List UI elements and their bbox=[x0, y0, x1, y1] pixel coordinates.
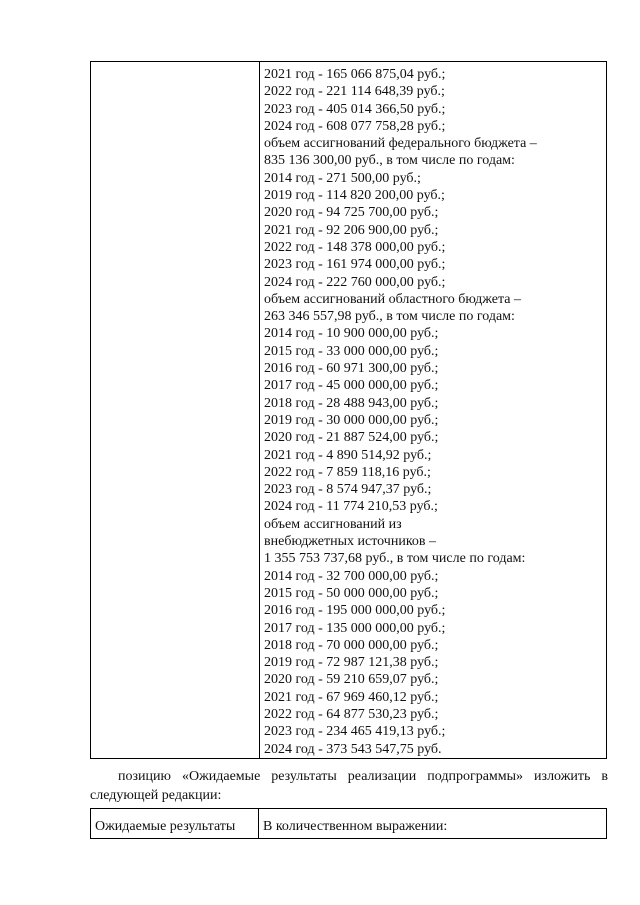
funding-table bbox=[90, 61, 607, 759]
funding-line: 2022 год - 64 877 530,23 руб.; bbox=[264, 706, 439, 722]
funding-values-cell bbox=[260, 62, 607, 759]
funding-line: 2023 год - 161 974 000,00 руб.; bbox=[264, 257, 446, 273]
funding-lines bbox=[264, 66, 606, 758]
table-row bbox=[91, 809, 607, 839]
funding-line: 2023 год - 234 465 419,13 руб.; bbox=[264, 724, 446, 740]
funding-line: 2020 год - 59 210 659,07 руб.; bbox=[264, 672, 439, 688]
funding-line: 2018 год - 28 488 943,00 руб.; bbox=[264, 395, 439, 411]
results-label-cell: Ожидаемые результаты bbox=[91, 809, 259, 839]
funding-line: внебюджетных источников – bbox=[264, 534, 437, 550]
funding-line: 2020 год - 21 887 524,00 руб.; bbox=[264, 430, 439, 446]
funding-line: 2024 год - 11 774 210,53 руб.; bbox=[264, 499, 438, 515]
funding-line: 2023 год - 8 574 947,37 руб.; bbox=[264, 482, 432, 498]
table-row bbox=[91, 62, 607, 759]
funding-line: 2019 год - 30 000 000,00 руб.; bbox=[264, 412, 439, 428]
funding-line: 2021 год - 92 206 900,00 руб.; bbox=[264, 222, 439, 238]
funding-label-cell bbox=[91, 62, 260, 759]
funding-line: 2014 год - 32 700 000,00 руб.; bbox=[264, 568, 439, 584]
funding-line: 2017 год - 135 000 000,00 руб.; bbox=[264, 620, 446, 636]
funding-line: 2016 год - 195 000 000,00 руб.; bbox=[264, 603, 446, 619]
funding-line: объем ассигнований федерального бюджета – bbox=[264, 136, 537, 152]
funding-line: 2022 год - 148 378 000,00 руб.; bbox=[264, 239, 446, 255]
funding-line: 2022 год - 7 859 118,16 руб.; bbox=[264, 464, 431, 480]
funding-line: 2022 год - 221 114 648,39 руб.; bbox=[264, 84, 445, 100]
funding-line: 2024 год - 608 077 758,28 руб.; bbox=[264, 118, 446, 134]
funding-line: 2018 год - 70 000 000,00 руб.; bbox=[264, 637, 439, 653]
funding-line: 2019 год - 114 820 200,00 руб.; bbox=[264, 188, 445, 204]
funding-line: 2016 год - 60 971 300,00 руб.; bbox=[264, 361, 439, 377]
paragraph-text: позицию «Ожидаемые результаты реализации подпрограммы» изложить в следующей редакции: bbox=[90, 769, 608, 803]
funding-line: 2024 год - 373 543 547,75 руб. bbox=[264, 741, 442, 757]
funding-line: 2024 год - 222 760 000,00 руб.; bbox=[264, 274, 446, 290]
funding-line: 263 346 557,98 руб., в том числе по годам: bbox=[264, 309, 515, 325]
results-table bbox=[90, 808, 607, 839]
funding-line: 835 136 300,00 руб., в том числе по годам: bbox=[264, 153, 515, 169]
funding-line: 1 355 753 737,68 руб., в том числе по годам: bbox=[264, 551, 526, 567]
funding-line: 2014 год - 271 500,00 руб.; bbox=[264, 170, 421, 186]
results-value-cell: В количественном выражении: bbox=[259, 809, 607, 839]
funding-line: 2017 год - 45 000 000,00 руб.; bbox=[264, 378, 439, 394]
funding-line: 2015 год - 50 000 000,00 руб.; bbox=[264, 585, 439, 601]
funding-line: 2021 год - 165 066 875,04 руб.; bbox=[264, 67, 446, 82]
funding-line: 2023 год - 405 014 366,50 руб.; bbox=[264, 101, 446, 117]
instruction-paragraph bbox=[90, 767, 608, 805]
funding-line: объем ассигнований из bbox=[264, 516, 402, 532]
funding-line: 2021 год - 4 890 514,92 руб.; bbox=[264, 447, 432, 463]
funding-line: 2020 год - 94 725 700,00 руб.; bbox=[264, 205, 439, 221]
funding-line: 2019 год - 72 987 121,38 руб.; bbox=[264, 655, 439, 671]
funding-line: объем ассигнований областного бюджета – bbox=[264, 291, 521, 307]
funding-line: 2014 год - 10 900 000,00 руб.; bbox=[264, 326, 439, 342]
funding-line: 2015 год - 33 000 000,00 руб.; bbox=[264, 343, 439, 359]
funding-line: 2021 год - 67 969 460,12 руб.; bbox=[264, 689, 439, 705]
